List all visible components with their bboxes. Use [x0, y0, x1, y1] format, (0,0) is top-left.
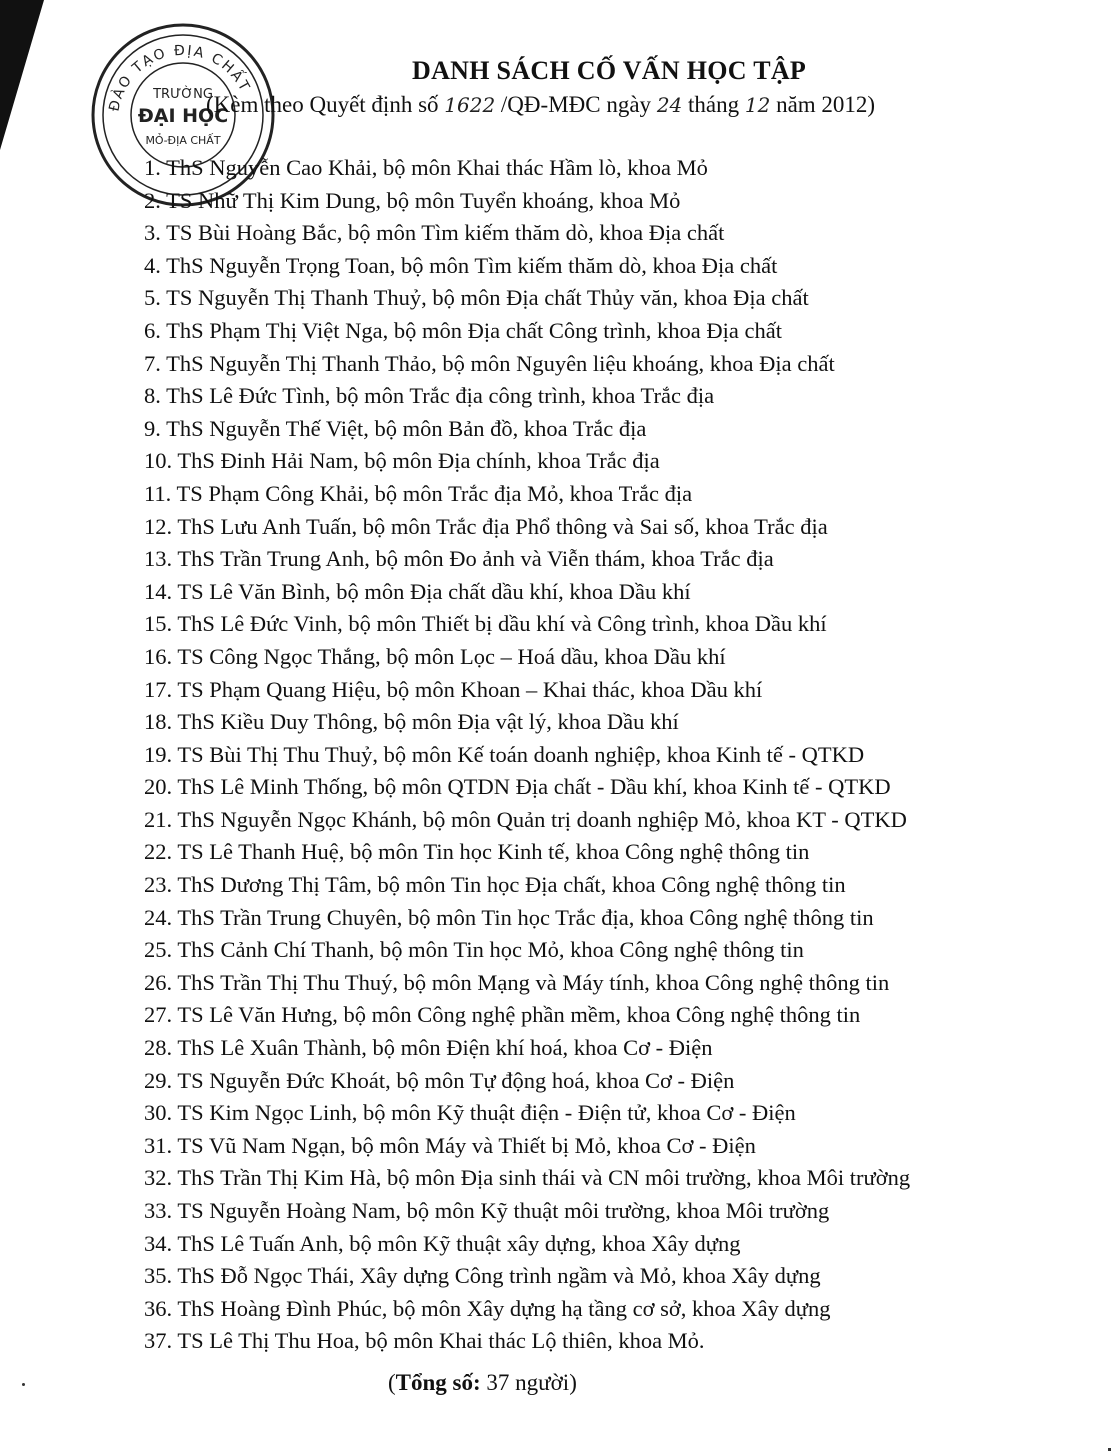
list-item: 9. ThS Nguyễn Thế Việt, bộ môn Bản đồ, khoa Trắc địa [144, 415, 647, 441]
decision-day: 24 [656, 93, 683, 117]
subtitle-mid-1: /QĐ-MĐC ngày [500, 92, 652, 117]
list-item: 34. ThS Lê Tuấn Anh, bộ môn Kỹ thuật xây dựng, khoa Xây dựng [144, 1230, 741, 1256]
subtitle-mid-2: tháng [688, 92, 740, 117]
list-item: 27. TS Lê Văn Hưng, bộ môn Công nghệ phần mềm, khoa Công nghệ thông tin [144, 1002, 861, 1028]
list-item: 31. TS Vũ Nam Ngạn, bộ môn Máy và Thiết bị Mỏ, khoa Cơ - Điện [144, 1132, 756, 1158]
scan-speck [22, 1383, 25, 1386]
total-label: Tổng số: [395, 1370, 481, 1395]
scan-corner-mark [0, 0, 44, 150]
list-item: 15. ThS Lê Đức Vinh, bộ môn Thiết bị dầu khí và Công trình, khoa Dầu khí [144, 611, 827, 637]
total-value: 37 người [486, 1370, 570, 1395]
list-item: 36. ThS Hoàng Đình Phúc, bộ môn Xây dựng hạ tầng cơ sở, khoa Xây dựng [144, 1295, 831, 1321]
list-item: 20. ThS Lê Minh Thống, bộ môn QTDN Địa chất - Dầu khí, khoa Kinh tế - QTKD [144, 774, 891, 800]
list-item: 35. ThS Đỗ Ngọc Thái, Xây dựng Công trình ngầm và Mỏ, khoa Xây dựng [144, 1263, 821, 1289]
list-item: 26. ThS Trần Thị Thu Thuý, bộ môn Mạng và Máy tính, khoa Công nghệ thông tin [144, 969, 890, 995]
decision-number: 1622 [444, 93, 496, 117]
seal-ring-text: ĐÀO TẠO ĐỊA CHẤT [106, 42, 254, 113]
list-item: 14. TS Lê Văn Bình, bộ môn Địa chất dầu khí, khoa Dầu khí [144, 578, 691, 604]
list-item: 29. TS Nguyễn Đức Khoát, bộ môn Tự động hoá, khoa Cơ - Điện [144, 1067, 735, 1093]
list-item: 2. TS Nhữ Thị Kim Dung, bộ môn Tuyển khoáng, khoa Mỏ [144, 187, 681, 213]
decision-month: 12 [744, 93, 771, 117]
list-item: 7. ThS Nguyễn Thị Thanh Thảo, bộ môn Nguyên liệu khoáng, khoa Địa chất [144, 350, 835, 376]
list-item: 21. ThS Nguyễn Ngọc Khánh, bộ môn Quản trị doanh nghiệp Mỏ, khoa KT - QTKD [144, 806, 907, 832]
advisor-list [144, 152, 910, 1358]
list-item: 1. ThS Nguyễn Cao Khải, bộ môn Khai thác Hầm lò, khoa Mỏ [144, 155, 708, 180]
scan-speck [1108, 1448, 1111, 1451]
list-item: 8. ThS Lê Đức Tình, bộ môn Trắc địa công trình, khoa Trắc địa [144, 383, 715, 409]
list-item: 17. TS Phạm Quang Hiệu, bộ môn Khoan – Khai thác, khoa Dầu khí [144, 676, 763, 702]
seal-line-1: TRƯỜNG [153, 87, 213, 102]
list-item: 19. TS Bùi Thị Thu Thuỷ, bộ môn Kế toán doanh nghiệp, khoa Kinh tế - QTKD [144, 741, 865, 767]
list-item: 28. ThS Lê Xuân Thành, bộ môn Điện khí hoá, khoa Cơ - Điện [144, 1035, 713, 1061]
list-item: 6. ThS Phạm Thị Việt Nga, bộ môn Địa chất Công trình, khoa Địa chất [144, 317, 782, 343]
list-item: 5. TS Nguyễn Thị Thanh Thuỷ, bộ môn Địa chất Thủy văn, khoa Địa chất [144, 285, 809, 311]
list-item: 13. ThS Trần Trung Anh, bộ môn Đo ảnh và Viễn thám, khoa Trắc địa [144, 546, 774, 572]
total-count: (Tổng số: 37 người) [388, 1370, 577, 1395]
document-title: DANH SÁCH CỐ VẤN HỌC TẬP [412, 56, 807, 85]
seal-line-2: ĐẠI HỌC [137, 105, 229, 127]
list-item: 30. TS Kim Ngọc Linh, bộ môn Kỹ thuật điện - Điện tử, khoa Cơ - Điện [144, 1100, 796, 1126]
list-item: 11. TS Phạm Công Khải, bộ môn Trắc địa Mỏ, khoa Trắc địa [144, 480, 693, 506]
subtitle-suffix: năm 2012) [776, 92, 876, 117]
list-item: 10. ThS Đinh Hải Nam, bộ môn Địa chính, khoa Trắc địa [144, 448, 660, 474]
list-item: 25. ThS Cảnh Chí Thanh, bộ môn Tin học Mỏ, khoa Công nghệ thông tin [144, 937, 804, 963]
list-item: 23. ThS Dương Thị Tâm, bộ môn Tin học Địa chất, khoa Công nghệ thông tin [144, 872, 846, 898]
list-item: 3. TS Bùi Hoàng Bắc, bộ môn Tìm kiếm thăm dò, khoa Địa chất [144, 220, 725, 246]
subtitle-prefix: (Kèm theo Quyết định số [206, 92, 439, 117]
document-subtitle [206, 92, 875, 118]
list-item: 22. TS Lê Thanh Huệ, bộ môn Tin học Kinh tế, khoa Công nghệ thông tin [144, 839, 810, 865]
seal-line-3: MỎ-ĐỊA CHẤT [145, 134, 221, 147]
list-item: 4. ThS Nguyễn Trọng Toan, bộ môn Tìm kiếm thăm dò, khoa Địa chất [144, 252, 778, 278]
list-item: 16. TS Công Ngọc Thắng, bộ môn Lọc – Hoá dầu, khoa Dầu khí [144, 643, 726, 669]
list-item: 32. ThS Trần Thị Kim Hà, bộ môn Địa sinh thái và CN môi trường, khoa Môi trường [144, 1165, 911, 1191]
list-item: 12. ThS Lưu Anh Tuấn, bộ môn Trắc địa Phổ thông và Sai số, khoa Trắc địa [144, 513, 828, 539]
list-item: 18. ThS Kiều Duy Thông, bộ môn Địa vật lý, khoa Dầu khí [144, 709, 679, 735]
list-item: 37. TS Lê Thị Thu Hoa, bộ môn Khai thác Lộ thiên, khoa Mỏ. [144, 1328, 705, 1354]
list-item: 24. ThS Trần Trung Chuyên, bộ môn Tin học Trắc địa, khoa Công nghệ thông tin [144, 904, 874, 930]
list-item: 33. TS Nguyễn Hoàng Nam, bộ môn Kỹ thuật môi trường, khoa Môi trường [144, 1198, 830, 1223]
